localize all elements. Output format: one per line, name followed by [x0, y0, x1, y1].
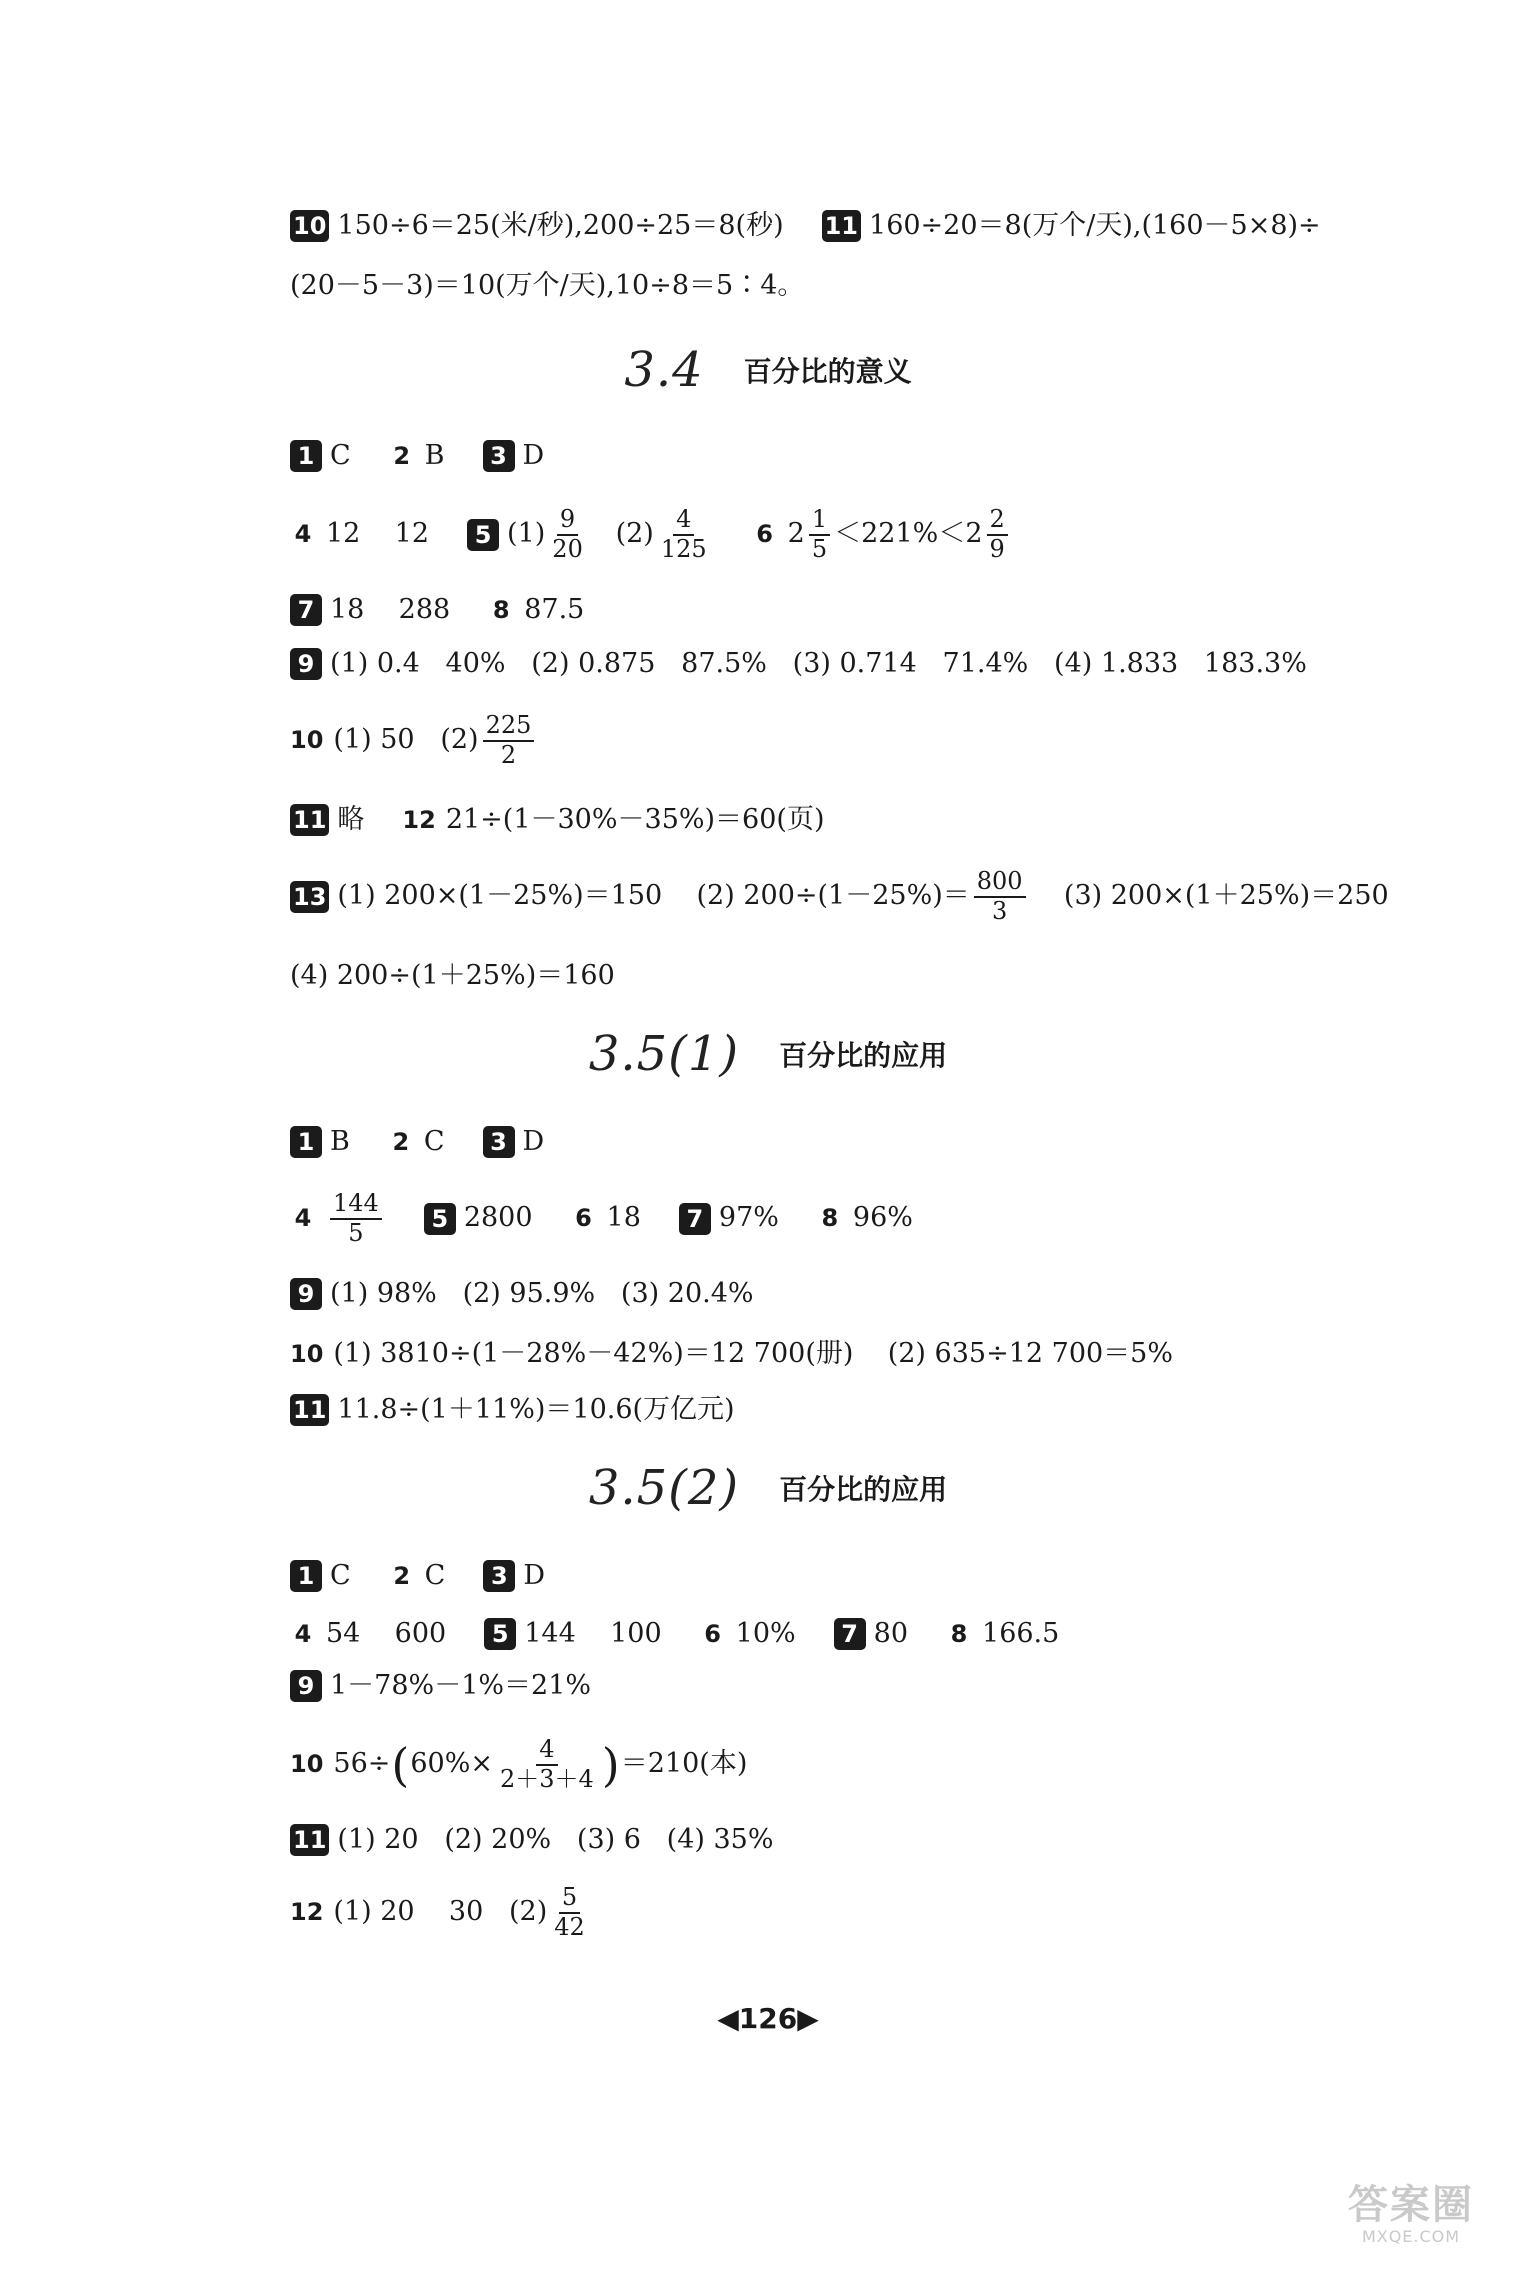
- answer-item: [290, 648, 1307, 680]
- fraction-numerator: 4: [536, 1736, 557, 1766]
- answer-line: [290, 1190, 913, 1247]
- answer-item: [483, 1560, 545, 1592]
- fraction: [497, 1736, 597, 1793]
- answer-item: [388, 1126, 445, 1158]
- question-number: 13: [290, 881, 329, 913]
- fraction: [974, 868, 1026, 925]
- answer-text: B: [424, 440, 445, 471]
- fraction-numerator: 9: [557, 506, 578, 536]
- question-number: 7: [834, 1618, 866, 1650]
- fraction-denominator: 9: [989, 534, 1005, 563]
- answer-text: (4) 200÷(1＋25%)＝160: [290, 960, 615, 991]
- answer-line: [290, 1394, 735, 1426]
- answer-text: 97%: [718, 1202, 779, 1234]
- fraction: [549, 506, 586, 563]
- section-heading: [0, 1026, 1536, 1082]
- answer-item: [290, 594, 450, 626]
- answer-text: D: [523, 1560, 545, 1591]
- question-number: 1: [290, 1126, 322, 1158]
- fraction-denominator: 2＋3＋4: [499, 1764, 594, 1793]
- section-heading: [0, 1460, 1536, 1516]
- answer-item: [290, 1126, 350, 1158]
- question-number: 9: [290, 648, 322, 680]
- answer-text: 96%: [852, 1202, 913, 1234]
- watermark-url: MXQE.COM: [1361, 2227, 1461, 2246]
- answer-text: 略: [337, 804, 365, 835]
- question-number: 7: [679, 1203, 711, 1235]
- question-number: 4: [294, 1619, 312, 1648]
- answer-line: [290, 594, 584, 626]
- answer-text: 11.8÷(1＋11%)＝10.6(万亿元): [337, 1394, 735, 1425]
- large-parenthesis: ): [601, 1737, 620, 1792]
- answer-text: (1) 20 30 (2): [333, 1896, 548, 1928]
- answer-line: [290, 712, 538, 769]
- question-number: 3: [483, 440, 515, 472]
- answer-item: [679, 1202, 779, 1234]
- answer-item: [467, 506, 714, 563]
- answer-text: (3) 200×(1＋25%)＝250: [1029, 880, 1389, 912]
- question-number: 6: [756, 520, 773, 549]
- watermark-text: 答案圈: [1348, 2182, 1474, 2228]
- answer-item: [290, 1394, 735, 1426]
- answer-item: [290, 1338, 1173, 1370]
- question-number: 11: [290, 1824, 329, 1856]
- answer-text: 2: [787, 518, 805, 550]
- answer-item: [483, 440, 545, 472]
- answer-item: [290, 1190, 386, 1247]
- answer-text: C: [330, 440, 351, 471]
- answer-line: [290, 210, 1321, 242]
- fraction: [483, 712, 535, 769]
- answer-item: [571, 1202, 641, 1234]
- section-heading: [0, 342, 1536, 398]
- answer-text: 18 288: [330, 594, 451, 625]
- fraction-denominator: 5: [348, 1218, 364, 1247]
- question-number: 2: [393, 441, 411, 470]
- answer-line: [290, 1560, 545, 1592]
- question-number: 6: [575, 1204, 592, 1233]
- answer-text: 80: [873, 1618, 909, 1649]
- answer-text: 56÷: [333, 1748, 391, 1780]
- question-number: 6: [704, 1619, 721, 1648]
- answer-item: [290, 960, 615, 992]
- fraction: [987, 506, 1008, 563]
- answer-line: [290, 1884, 592, 1941]
- section-title: 百分比的应用: [779, 1039, 948, 1072]
- answer-text: 60%×: [410, 1748, 493, 1780]
- fraction-numerator: 800: [974, 868, 1026, 898]
- question-number: 5: [467, 519, 499, 551]
- answer-line: [290, 506, 1012, 563]
- answer-text: C: [424, 1560, 446, 1591]
- answer-text: 150÷6＝25(米/秒),200÷25＝8(秒): [337, 210, 784, 241]
- question-number: 8: [492, 595, 510, 624]
- question-number: 4: [294, 520, 312, 549]
- answer-line: [290, 868, 1389, 925]
- answer-item: [817, 1202, 913, 1234]
- answer-text: ＜221%＜2: [834, 518, 983, 550]
- answer-item: [290, 868, 1389, 925]
- answer-line: [290, 1338, 1173, 1370]
- question-number: 2: [392, 1127, 410, 1156]
- fraction-denominator: 5: [811, 534, 828, 563]
- question-number: 2: [393, 1561, 411, 1590]
- answer-text: (20－5－3)＝10(万个/天),10÷8＝5∶4。: [290, 270, 805, 301]
- answer-text: (1) 200×(1－25%)＝150 (2) 200÷(1－25%)＝: [337, 880, 970, 912]
- answer-item: [290, 518, 429, 550]
- answer-line: [290, 804, 825, 836]
- question-number: 9: [290, 1278, 322, 1310]
- answer-line: [290, 648, 1307, 680]
- answer-text: 144 100: [524, 1618, 662, 1649]
- fraction: [658, 506, 710, 563]
- fraction-numerator: 144: [330, 1190, 382, 1220]
- fraction: [330, 1190, 382, 1247]
- fraction-denominator: 20: [552, 534, 583, 563]
- fraction-denominator: 3: [992, 896, 1008, 925]
- question-number: 1: [290, 1560, 322, 1592]
- question-number: 11: [290, 804, 329, 836]
- answer-item: [290, 1670, 591, 1702]
- question-number: 11: [290, 1394, 329, 1426]
- answer-text: 54 600: [326, 1618, 447, 1649]
- answer-item: [290, 1278, 754, 1310]
- answer-item: [290, 440, 351, 472]
- question-number: 5: [424, 1203, 456, 1235]
- section-number: 3.5(1): [588, 1026, 740, 1082]
- answer-text: (2): [589, 518, 654, 550]
- answer-text: (1) 0.4 40% (2) 0.875 87.5% (3) 0.714 71.4% (4) 1.833 183.3%: [330, 648, 1307, 679]
- answer-text: (1) 50 (2): [333, 724, 479, 756]
- question-number: 1: [290, 440, 322, 472]
- question-number: 5: [484, 1618, 516, 1650]
- question-number: 4: [294, 1204, 312, 1233]
- answer-item: [484, 1618, 661, 1650]
- answer-item: [424, 1202, 533, 1234]
- question-number: 9: [290, 1670, 322, 1702]
- fraction-denominator: 125: [660, 534, 707, 563]
- question-number: 10: [290, 1339, 324, 1368]
- answer-text: B: [330, 1126, 350, 1157]
- answer-line: [290, 440, 544, 472]
- answer-text: 87.5: [524, 594, 585, 625]
- question-number: 8: [950, 1619, 968, 1648]
- fraction-numerator: 1: [809, 506, 830, 536]
- page-number: ◀126▶: [717, 2002, 819, 2035]
- answer-line: [290, 1736, 747, 1793]
- answer-text: D: [522, 1126, 545, 1157]
- answer-line: [290, 1126, 544, 1158]
- answer-text: (1) 3810÷(1－28%－42%)＝12 700(册) (2) 635÷12 700＝5%: [333, 1338, 1174, 1369]
- answer-line: [290, 1618, 1059, 1650]
- fraction-denominator: 2: [500, 740, 517, 769]
- answer-line: [290, 1278, 754, 1310]
- section-number: 3.5(2): [588, 1460, 740, 1516]
- answer-item: [290, 712, 538, 769]
- answer-item: [290, 1884, 592, 1941]
- answer-text: 10%: [735, 1618, 796, 1649]
- fraction: [809, 506, 830, 563]
- answer-item: [834, 1618, 908, 1650]
- answer-line: [290, 270, 804, 302]
- section-title: 百分比的应用: [779, 1473, 948, 1506]
- question-number: 10: [290, 726, 324, 755]
- question-number: 11: [822, 210, 861, 242]
- answer-item: [290, 210, 784, 242]
- question-number: 3: [483, 1126, 515, 1158]
- answer-text: D: [522, 440, 545, 471]
- question-number: 12: [402, 805, 436, 834]
- answer-text: (1): [507, 518, 546, 550]
- answer-text: 18: [606, 1202, 641, 1234]
- large-parenthesis: (: [391, 1737, 410, 1792]
- question-number: 12: [290, 1898, 324, 1927]
- answer-text: 21÷(1－30%－35%)＝60(页): [445, 804, 825, 835]
- answer-item: [752, 506, 1012, 563]
- watermark-logo: [1316, 2182, 1506, 2248]
- answer-item: [946, 1618, 1059, 1650]
- answer-item: [822, 210, 1321, 242]
- answer-line: [290, 1824, 774, 1856]
- section-title: 百分比的意义: [743, 355, 912, 388]
- answer-text: (1) 98% (2) 95.9% (3) 20.4%: [330, 1278, 754, 1309]
- answer-text: 2800: [463, 1202, 533, 1234]
- answer-item: [290, 1560, 351, 1592]
- answer-text: 12 12: [326, 518, 430, 550]
- answer-item: [700, 1618, 796, 1650]
- question-number: 3: [483, 1560, 515, 1592]
- answer-item: [290, 1618, 446, 1650]
- fraction-numerator: 225: [483, 712, 535, 742]
- answer-item: [290, 804, 364, 836]
- answer-text: C: [330, 1560, 351, 1591]
- answer-line: [290, 960, 615, 992]
- answer-item: [483, 1126, 545, 1158]
- answer-text: 160÷20＝8(万个/天),(160－5×8)÷: [869, 210, 1321, 241]
- fraction: [551, 1884, 588, 1941]
- question-number: 7: [290, 594, 322, 626]
- section-number: 3.4: [624, 342, 704, 398]
- answer-item: [290, 1736, 747, 1793]
- fraction-numerator: 5: [559, 1884, 580, 1914]
- question-number: 10: [290, 210, 329, 242]
- answer-item: [389, 1560, 446, 1592]
- answer-line: [290, 1670, 591, 1702]
- answer-item: [402, 804, 824, 836]
- answer-text: (1) 20 (2) 20% (3) 6 (4) 35%: [337, 1824, 774, 1855]
- answer-item: [290, 1824, 774, 1856]
- answer-text: C: [423, 1126, 445, 1157]
- answer-text: ＝210(本): [620, 1748, 748, 1780]
- question-number: 10: [290, 1750, 324, 1779]
- answer-text: 1－78%－1%＝21%: [330, 1670, 592, 1701]
- fraction-numerator: 4: [673, 506, 694, 536]
- answer-item: [290, 270, 804, 302]
- fraction-numerator: 2: [987, 506, 1008, 536]
- question-number: 8: [821, 1204, 839, 1233]
- answer-item: [488, 594, 584, 626]
- answer-text: 166.5: [982, 1618, 1060, 1649]
- answer-item: [389, 440, 445, 472]
- fraction-denominator: 42: [554, 1912, 585, 1941]
